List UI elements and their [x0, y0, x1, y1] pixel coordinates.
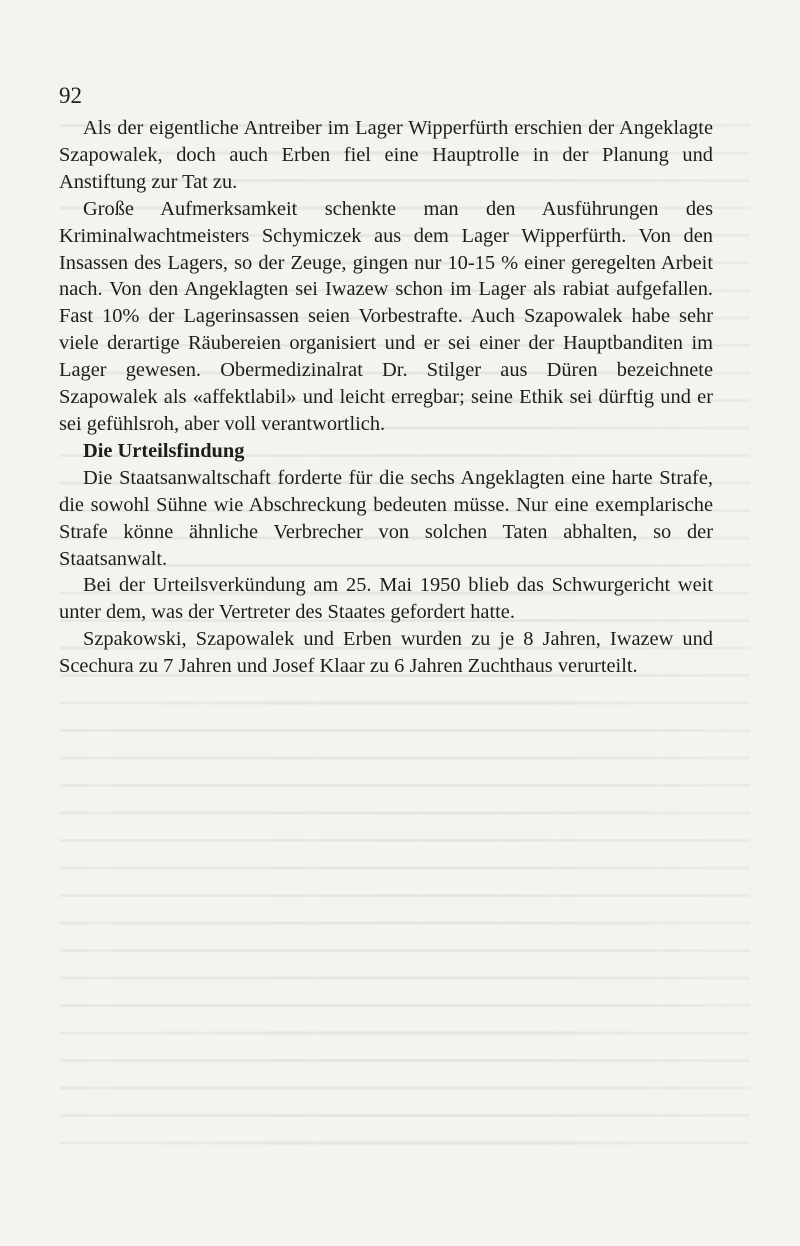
section-heading: Die Urteilsfindung: [83, 439, 245, 462]
paragraph: Bei der Urteilsverkündung am 25. Mai 1950 blieb das Schwurgericht weit unter dem, was der Vertreter des Staates gefordert hatte.: [59, 574, 713, 624]
page-number: 92: [59, 83, 82, 108]
paragraph: Als der eigentliche Antreiber im Lager Wipperfürth erschien der Angeklagte Szapowalek, doch auch Erben fiel eine Hauptrolle in der Planung und Anstiftung zur Tat zu.: [59, 117, 713, 193]
paragraph: Große Aufmerksamkeit schenkte man den Ausführungen des Kriminalwachtmeisters Schymiczek aus dem Lager Wipperfürth. Von den Insassen des Lagers, so der Zeuge, gingen nur 10-15 % einer geregelten Arbeit nach. Von den Angeklagten sei Iwazew schon im Lager als rabiat aufgefallen. Fast 10% der Lagerinsassen seien Vorbestrafte. Auch Szapowalek habe sehr viele derartige Räubereien organisiert und er sei einer der Hauptbanditen im Lager gewesen. Obermedizinalrat Dr. Stilger aus Düren bezeichnete Szapowalek als «affektlabil» und leicht erregbar; seine Ethik sei dürftig und er sei gefühlsroh, aber voll verantwortlich.: [59, 197, 713, 435]
body-text: [59, 115, 713, 680]
paragraph: Szpakowski, Szapowalek und Erben wurden zu je 8 Jahren, Iwazew und Scechura zu 7 Jahren und Josef Klaar zu 6 Jahren Zuchthaus verurteilt.: [59, 628, 713, 678]
paragraph: Die Staatsanwaltschaft forderte für die sechs Angeklagten eine harte Strafe, die sowohl Sühne wie Abschreckung bedeuten müsse. Nur eine exemplarische Strafe könne ähnliche Verbrecher von solchen Taten abhalten, so der Staatsanwalt.: [59, 466, 713, 570]
